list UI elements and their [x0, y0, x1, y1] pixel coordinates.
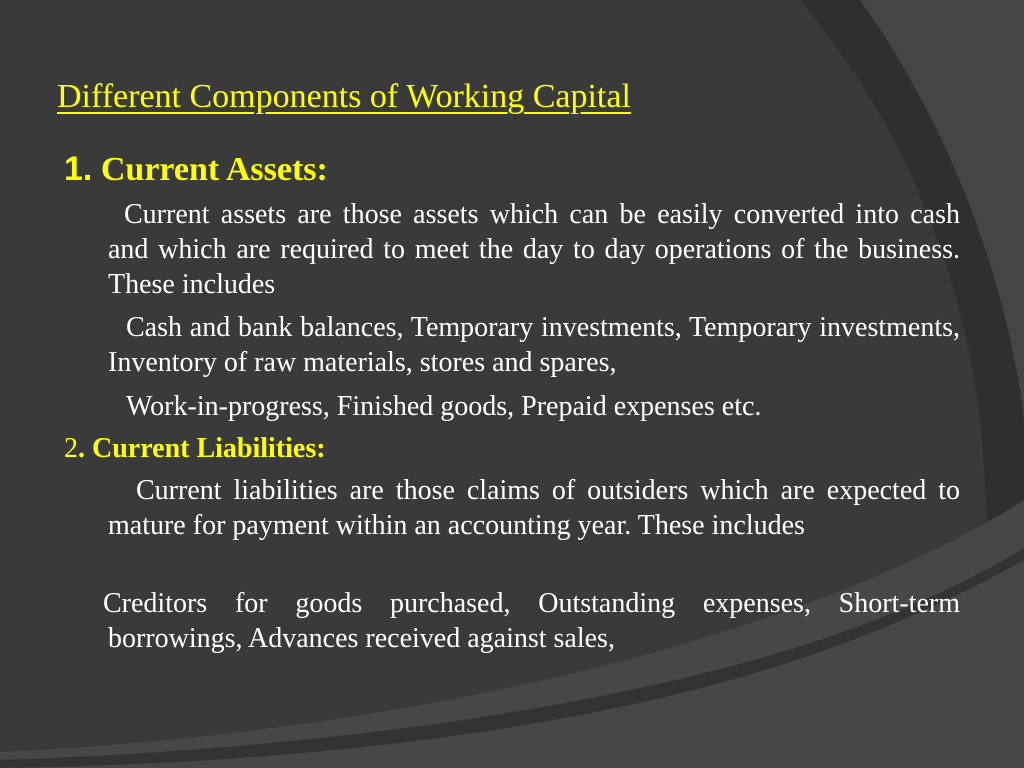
current-assets-examples: [108, 310, 960, 424]
section-heading-current-assets: [64, 150, 328, 189]
current-assets-examples-line: Work-in-progress, Finished goods, Prepaid expenses etc.: [126, 391, 762, 422]
slide-title: Different Components of Working Capital: [57, 78, 631, 115]
current-liabilities-examples-text: Creditors for goods purchased, Outstanding expenses, Short-term borrowings, Advances received against sales,: [103, 588, 960, 654]
current-assets-definition: Current assets are those assets which can be easily converted into cash and which are required to meet the day to day operations of the business. These includes: [108, 199, 960, 300]
section-number: 2: [64, 433, 78, 464]
section-number: 1.: [64, 150, 93, 188]
section-heading-current-liabilities: [64, 433, 326, 465]
current-assets-examples-line: Cash and bank balances, Temporary investments, Temporary investments, Inventory of raw materials, stores and spares,: [108, 312, 960, 378]
current-liabilities-definition: Current liabilities are those claims of outsiders which are expected to mature for payment within an accounting year. These includes: [108, 475, 960, 541]
section-heading-text: Current Assets:: [100, 151, 328, 188]
current-liabilities-examples: [103, 586, 960, 656]
section-heading-text: . Current Liabilities:: [78, 433, 326, 464]
